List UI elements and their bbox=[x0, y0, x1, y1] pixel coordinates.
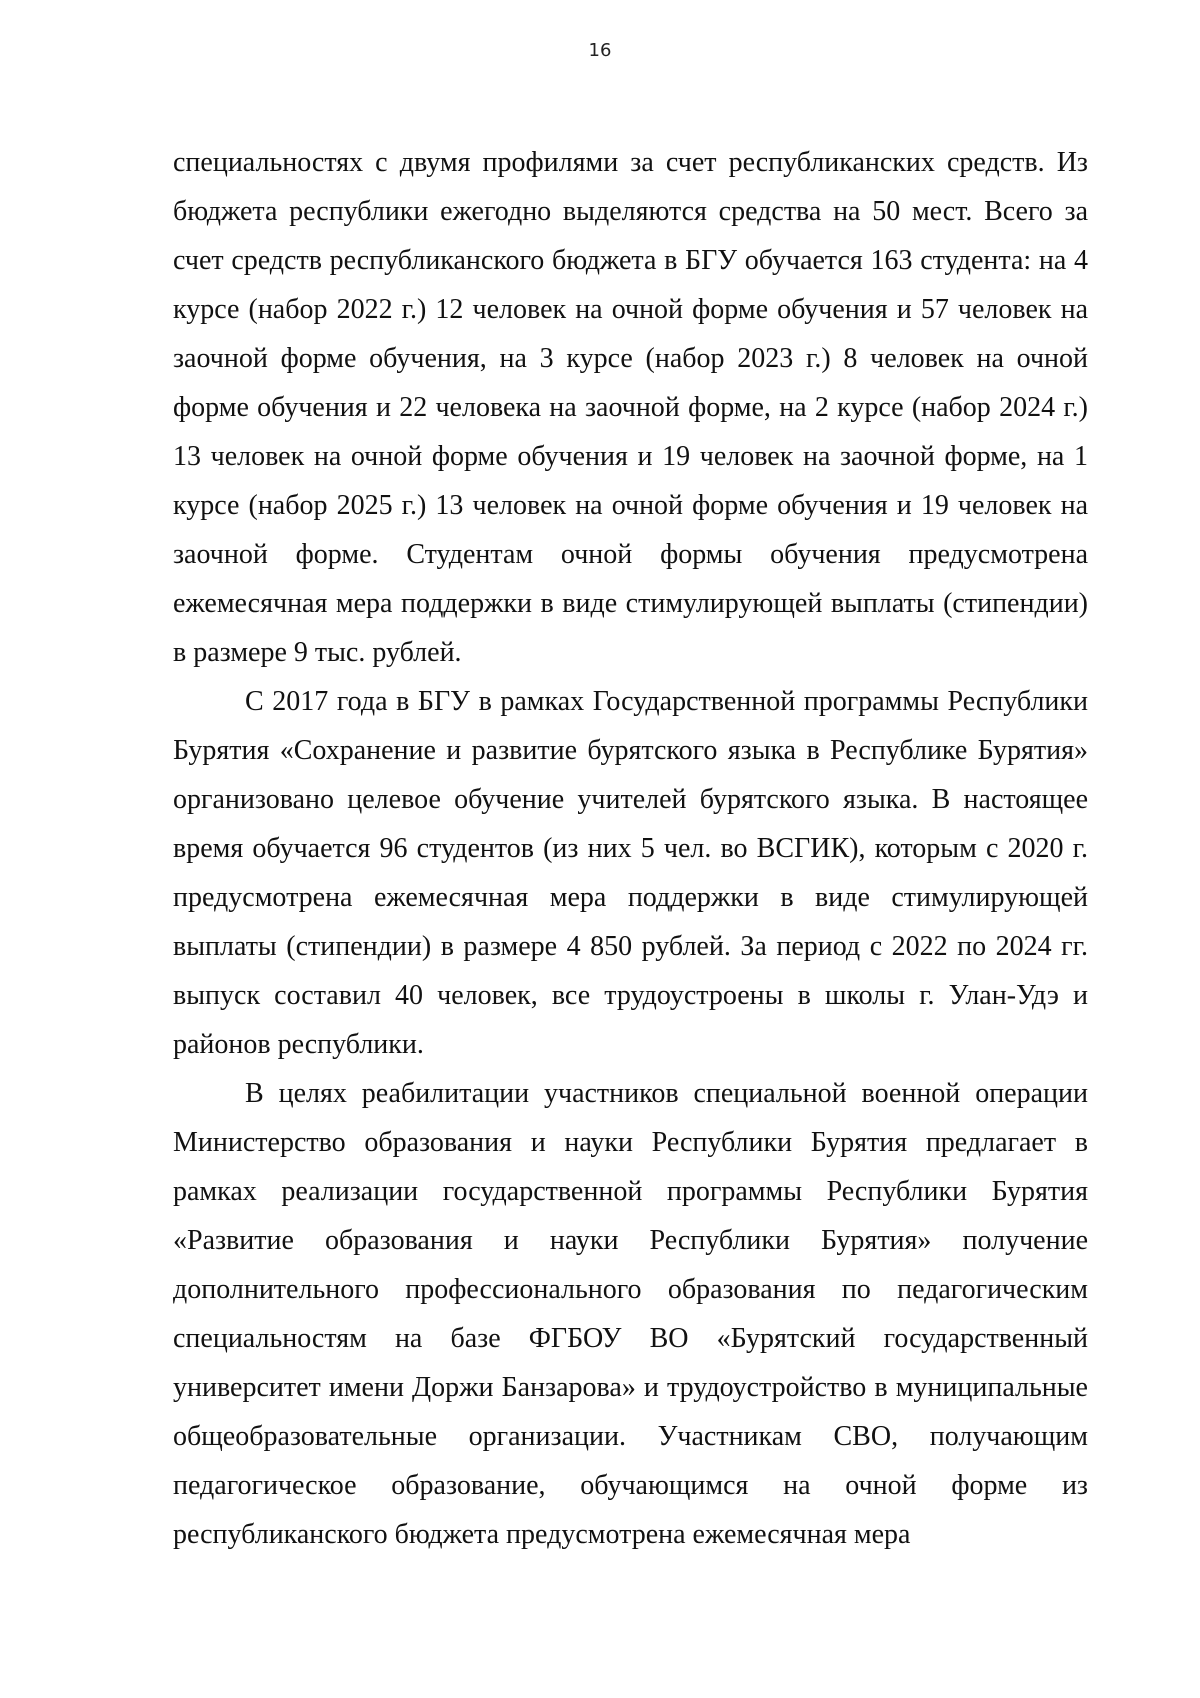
page-number: 16 bbox=[588, 40, 612, 61]
paragraph-continuation: специальностях с двумя профилями за счет республиканских средств. Из бюджета республики ежегодно выделяются средства на 50 мест. Всего за счет средств республиканского бюджета в БГУ обучается 163 студента: на 4 курсе (набор 2022 г.) 12 человек на очной форме обучения и 57 человек на заочной форме обучения, на 3 курсе (набор 2023 г.) 8 человек на очной форме обучения и 22 человека на заочной форме, на 2 курсе (набор 2024 г.) 13 человек на очной форме обучения и 19 человек на заочной форме, на 1 курсе (набор 2025 г.) 13 человек на очной форме обучения и 19 человек на заочной форме. Студентам очной формы обучения предусмотрена ежемесячная мера поддержки в виде стимулирующей выплаты (стипендии) в размере 9 тыс. рублей. bbox=[173, 147, 1088, 668]
paragraph-svo-rehabilitation: В целях реабилитации участников специальной военной операции Министерство образования и науки Республики Бурятия предлагает в рамках реализации государственной программы Республики Бурятия «Развитие образования и науки Республики Бурятия» получение дополнительного профессионального образования по педагогическим специальностям на базе ФГБОУ ВО «Бурятский государственный университет имени Доржи Банзарова» и трудоустройство в муниципальные общеобразовательные организации. Участникам СВО, получающим педагогическое образование, обучающимся на очной форме из республиканского бюджета предусмотрена ежемесячная мера bbox=[173, 1078, 1088, 1550]
paragraph-buryat-language-program: С 2017 года в БГУ в рамках Государственной программы Республики Бурятия «Сохранение и развитие бурятского языка в Республике Бурятия» организовано целевое обучение учителей бурятского языка. В настоящее время обучается 96 студентов (из них 5 чел. во ВСГИК), которым с 2020 г. предусмотрена ежемесячная мера поддержки в виде стимулирующей выплаты (стипендии) в размере 4 850 рублей. За период с 2022 по 2024 гг. выпуск составил 40 человек, все трудоустроены в школы г. Улан-Удэ и районов республики. bbox=[173, 686, 1088, 1060]
document-body bbox=[173, 138, 1088, 1559]
